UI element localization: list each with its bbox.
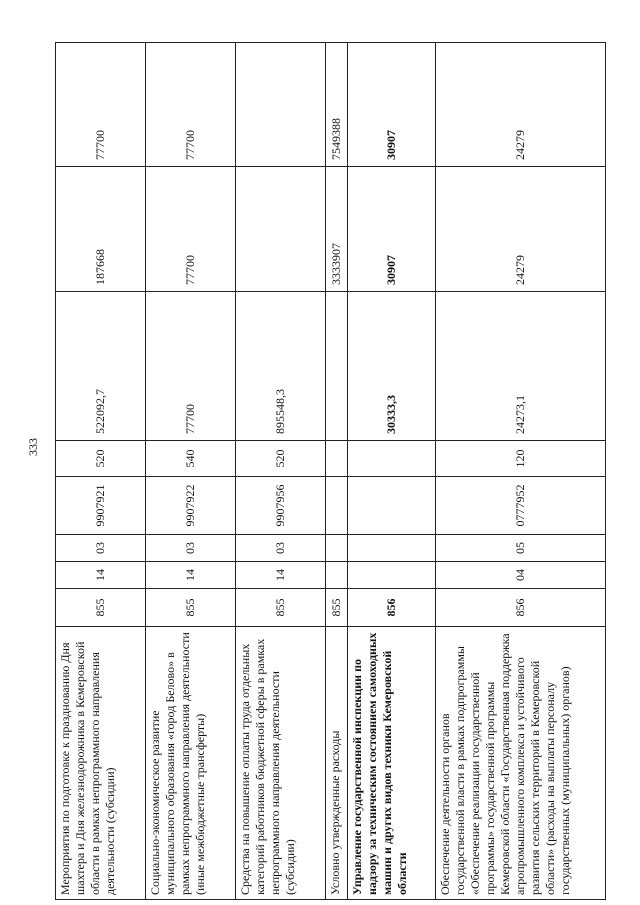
row-name: Управление государственной инспекции по надзору за техническим состоянием самоходных машин и других видов техники Кемеровской области (348, 627, 436, 900)
row-csr: 9907922 (146, 477, 236, 535)
row-year2: 30907 (348, 43, 436, 167)
row-year2 (236, 43, 326, 167)
row-ved: 855 (146, 589, 236, 627)
row-rz: 14 (236, 562, 326, 589)
row-total: 30333,3 (348, 292, 436, 441)
row-pr: 03 (236, 535, 326, 562)
row-year1: 187668 (56, 167, 146, 292)
row-total: 895548,3 (236, 292, 326, 441)
row-ved: 856 (348, 589, 436, 627)
row-vr: 520 (56, 441, 146, 477)
table-row (56, 43, 146, 900)
rotated-page (55, 43, 605, 900)
row-rz: 14 (146, 562, 236, 589)
row-csr: 9907956 (236, 477, 326, 535)
row-total: 24273,1 (436, 292, 606, 441)
row-name: Обеспечение деятельности органов государственной власти в рамках подпрограммы «Обеспечение реализации государственной программы» государственной программы Кемеровской области «Государственная поддержка агропромышленного комплекса и устойчивого развития сельских территорий в Кемеровской области» (расходы на выплаты персоналу государственных (муниципальных) органов) (436, 627, 606, 900)
table-row (146, 43, 236, 900)
budget-table (55, 42, 606, 900)
row-year2: 77700 (146, 43, 236, 167)
row-csr (348, 477, 436, 535)
row-name: Условно утвержденные расходы (326, 627, 348, 900)
row-pr (326, 535, 348, 562)
row-year2: 7549388 (326, 43, 348, 167)
row-vr: 120 (436, 441, 606, 477)
row-ved: 855 (56, 589, 146, 627)
row-ved: 856 (436, 589, 606, 627)
row-name: Мероприятия по подготовке к празднованию Дня шахтера и Дня железнодорожника в Кемеровской области в рамках непрограммного направления деятельности (субсидии) (56, 627, 146, 900)
row-vr (326, 441, 348, 477)
row-year1: 30907 (348, 167, 436, 292)
table-row (348, 43, 436, 900)
row-rz (326, 562, 348, 589)
page-number: 333 (26, 438, 40, 456)
row-vr (348, 441, 436, 477)
row-year1: 77700 (146, 167, 236, 292)
row-total: 522092,7 (56, 292, 146, 441)
row-year2: 77700 (56, 43, 146, 167)
row-rz: 14 (56, 562, 146, 589)
row-pr: 03 (56, 535, 146, 562)
row-csr: 9907921 (56, 477, 146, 535)
row-name: Средства на повышение оплаты труда отдельных категорий работников бюджетной сферы в рамках непрограммного направления деятельности (субсидии) (236, 627, 326, 900)
table-row (326, 43, 348, 900)
row-pr: 05 (436, 535, 606, 562)
row-total: 77700 (146, 292, 236, 441)
row-rz (348, 562, 436, 589)
row-csr: 0777952 (436, 477, 606, 535)
table-row (236, 43, 326, 900)
row-pr: 03 (146, 535, 236, 562)
row-vr: 520 (236, 441, 326, 477)
row-pr (348, 535, 436, 562)
row-year1: 3333907 (326, 167, 348, 292)
row-ved: 855 (326, 589, 348, 627)
table-row (436, 43, 606, 900)
row-year1 (236, 167, 326, 292)
row-total (326, 292, 348, 441)
row-name: Социально-экономическое развитие муниципального образования «город Белово» в рамках непрограммного направления деятельности (иные межбюджетные трансферты) (146, 627, 236, 900)
row-ved: 855 (236, 589, 326, 627)
row-vr: 540 (146, 441, 236, 477)
row-csr (326, 477, 348, 535)
row-year2: 24279 (436, 43, 606, 167)
row-rz: 04 (436, 562, 606, 589)
row-year1: 24279 (436, 167, 606, 292)
